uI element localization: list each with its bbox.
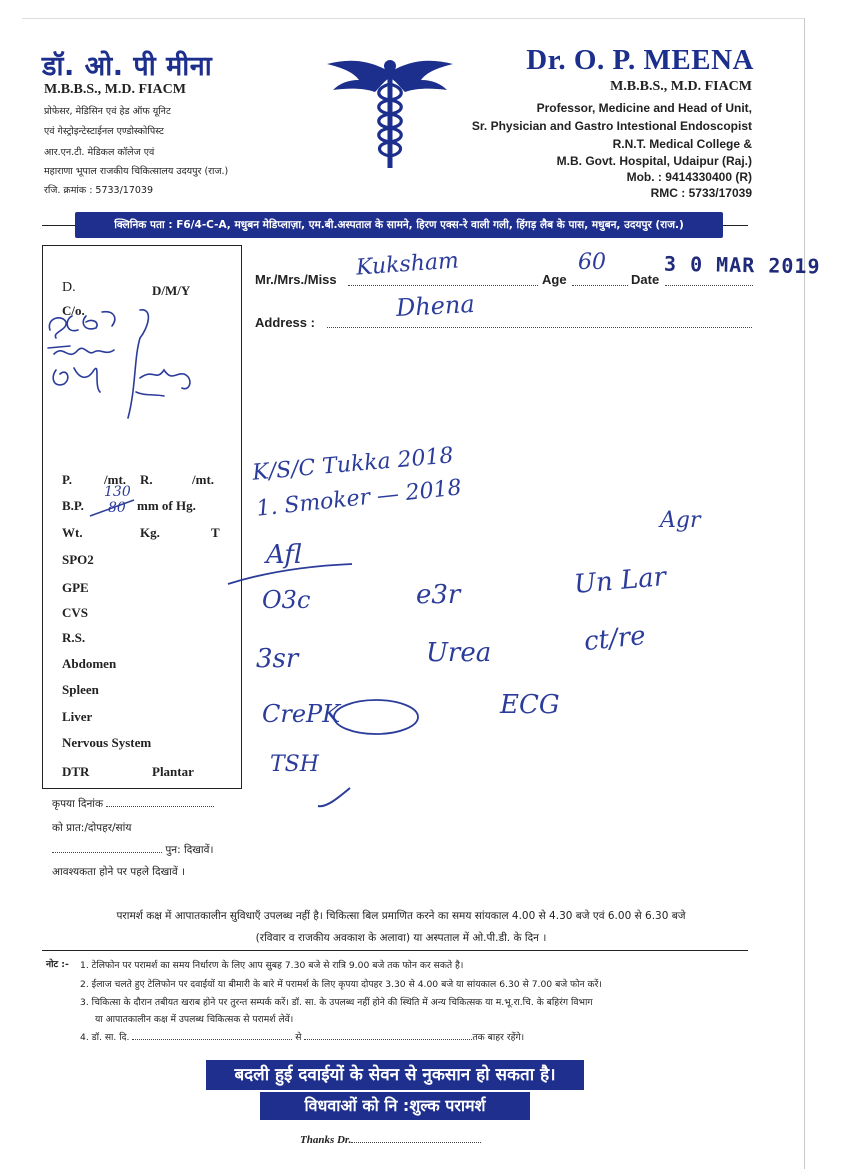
footer-note-4-to-blank (304, 1039, 472, 1040)
hindi-line-3: आर.एन.टी. मेडिकल कॉलेज एवं (44, 147, 155, 158)
footer-note-4-from-blank (132, 1039, 292, 1040)
exam-spo2: SPO2 (62, 552, 94, 567)
note-row-a-2: e3r (416, 580, 461, 610)
exam-spleen: Spleen (62, 682, 99, 697)
consultation-info-line-1: परामर्श कक्ष में आपातकालीन सुविधाएँ उपलब्ध नहीं है। चिकित्सा बिल प्रमाणित करने का समय सांयकाल 4.00 से 4.30 बजे एवं 6.00 से 6.30 बजे (116, 910, 686, 922)
footer-note-3: 3. चिकित्सा के दौरान तबीयत खराब होने पर तुरन्त सम्पर्क करें। डॉ. सा. के उपलब्ध नहीं होने की स्थिति में अन्य चिकित्सक या म.भू.रा.चि. के बहिरंग विभाग (80, 997, 593, 1008)
address-label: Address : (255, 315, 315, 330)
follow-up-revisit (52, 843, 213, 857)
bp-diastolic: 80 (108, 500, 126, 516)
weight-unit: Kg. (140, 525, 160, 540)
weight-label: Wt. (62, 525, 83, 540)
footer-note-1: 1. टेलिफोन पर परामर्श का समय निर्धारण के लिए आप सुबह 7.30 बजे से रात्रि 9.00 बजे तक फोन कर सकते है। (80, 960, 464, 971)
footer-note-4-suffix: तक बाहर रहेंगे। (472, 1032, 525, 1043)
follow-up-revisit-blank (52, 852, 162, 853)
follow-up-date (52, 797, 214, 811)
bp-systolic: 130 (104, 484, 131, 500)
follow-up-time: को प्रात:/दोपहर/सांय (52, 822, 132, 834)
doctor-degree-english: M.B.B.S., M.D. FIACM (610, 79, 752, 94)
thanks-line (300, 1134, 481, 1146)
note-row-a-1: O3c (262, 586, 311, 614)
resp-label: R. (140, 472, 153, 487)
pulse-unit: /mt. (104, 472, 127, 487)
date-field[interactable] (665, 285, 753, 286)
medicine-warning-banner: बदली हुई दवाईयों के सेवन से नुकसान हो सकता है। (206, 1060, 584, 1090)
hindi-line-1: प्रोफेसर, मेडिसिन एवं हेड ऑफ यूनिट (44, 106, 171, 117)
hindi-line-4: महाराणा भूपाल राजकीय चिकित्सालय उदयपुर (राज.) (44, 166, 229, 177)
doctor-degree-hindi-side: M.B.B.S., M.D. FIACM (44, 82, 186, 97)
english-line-4: M.B. Govt. Hospital, Udaipur (Raj.) (556, 154, 752, 168)
rmc-number: RMC : 5733/17039 (650, 186, 752, 200)
exam-cvs: CVS (62, 605, 89, 620)
resp-unit: /mt. (192, 472, 215, 487)
doctor-name-hindi: डॉ. ओ. पी मीना (42, 51, 213, 82)
english-line-3: R.N.T. Medical College & (612, 137, 752, 151)
exam-rs: R.S. (62, 630, 86, 645)
note-line-1: K/S/C Tukka 2018 (251, 443, 455, 486)
follow-up-date-blank (106, 806, 214, 807)
handwritten-address: Dhena (395, 289, 476, 323)
free-consultation-banner: विधवाओं को नि :शुल्क परामर्श (260, 1092, 530, 1120)
caduceus-icon (325, 50, 455, 175)
footer-note-4-mid: से (295, 1032, 302, 1043)
date-stamp: 3 0 MAR 2019 (663, 251, 821, 279)
footer-note-4-prefix: 4. डॉ. सा. दि. (80, 1032, 130, 1043)
handwritten-complaints (44, 308, 234, 426)
clinic-address-banner: क्लिनिक पता : F6/4-C-A, मधुबन मेडिप्लाज़ा, एम.बी.अस्पताल के सामने, हिरण एक्स-रे वाली गली, हिंगड़ लैब के पास, मधुबन, उदयपुर (राज.) (75, 212, 723, 238)
mobile-number: Mob. : 9414330400 (R) (626, 170, 752, 184)
hindi-line-2: एवं गेस्ट्रोइन्टेस्टाईनल एण्डोस्कोपिस्ट (44, 126, 164, 137)
bp-unit: mm of Hg. (137, 498, 196, 513)
english-line-2: Sr. Physician and Gastro Intestional Endoscopist (471, 119, 752, 133)
note-label: नोट :- (46, 959, 69, 970)
note-row-c-2: ECG (500, 690, 560, 720)
footer-note-2: 2. ईलाज चलते हुए टेलिफोन पर दवाईयों या बीमारी के बारे में परामर्श के लिए कृपया दोपहर 3.30 से 4.00 बजे या सांयकाल 6.30 से 7.00 बजे फोन करें। (80, 979, 602, 990)
pulse-label: P. (62, 472, 72, 487)
exam-liver: Liver (62, 709, 93, 724)
co-label: C/o. (62, 303, 85, 318)
footer-note-3-cont: या आपातकालीन कक्ष में उपलब्ध चिकित्सक से परामर्श लेवें। (95, 1014, 294, 1025)
handwritten-patient-name: Kuksham (355, 248, 460, 281)
english-line-1: Professor, Medicine and Head of Unit, (536, 101, 752, 115)
bp-fraction-stroke (88, 496, 138, 520)
consultation-info-line-2: (रविवार व राजकीय अवकाश के अलावा) या अस्पताल में ओ.पी.डी. के दिन । (255, 932, 547, 944)
note-signature: Agr (660, 508, 701, 533)
follow-up-date-label: कृपया दिनांक (52, 798, 104, 810)
age-field[interactable] (572, 285, 628, 286)
note-row-b-3: ct/re (582, 620, 647, 658)
dmy-label: D/M/Y (152, 283, 191, 298)
check-mark-icon (314, 784, 354, 812)
handwritten-age: 60 (578, 250, 606, 275)
patient-name-label: Mr./Mrs./Miss (255, 272, 337, 287)
note-row-b-1: 3sr (256, 644, 299, 674)
follow-up-early: आवश्यकता होने पर पहले दिखावें । (52, 866, 186, 878)
note-row-d: TSH (270, 752, 319, 777)
patient-name-field[interactable] (348, 285, 538, 286)
d-label: D. (62, 280, 76, 295)
bp-label: B.P. (62, 498, 84, 513)
address-field[interactable] (327, 327, 752, 328)
temperature-label: T (211, 525, 220, 540)
registration-number-hindi: रजि. क्रमांक : 5733/17039 (44, 185, 154, 196)
note-row-c-1: CrePK (262, 700, 341, 728)
age-label: Age (542, 272, 567, 287)
footer-rule (42, 950, 748, 951)
note-row-a-3: Un Lar (572, 562, 668, 600)
note-row-b-2: Urea (426, 638, 492, 668)
footer-note-4 (80, 1030, 524, 1043)
dtr-label: DTR (62, 764, 90, 779)
thanks-label: Thanks Dr. (300, 1134, 352, 1146)
exam-gpe: GPE (62, 580, 89, 595)
plantar-label: Plantar (152, 764, 194, 779)
note-circle (330, 696, 422, 738)
follow-up-revisit-label: पुन: दिखावें। (165, 844, 214, 856)
date-label: Date (631, 272, 660, 287)
thanks-blank (351, 1142, 481, 1143)
exam-nervous-system: Nervous System (62, 735, 152, 750)
note-line-2: 1. Smoker — 2018 (255, 475, 463, 522)
doctor-name-english: Dr. O. P. MEENA (526, 44, 754, 76)
note-line-3: Afl (266, 540, 302, 570)
exam-abdomen: Abdomen (62, 656, 117, 671)
